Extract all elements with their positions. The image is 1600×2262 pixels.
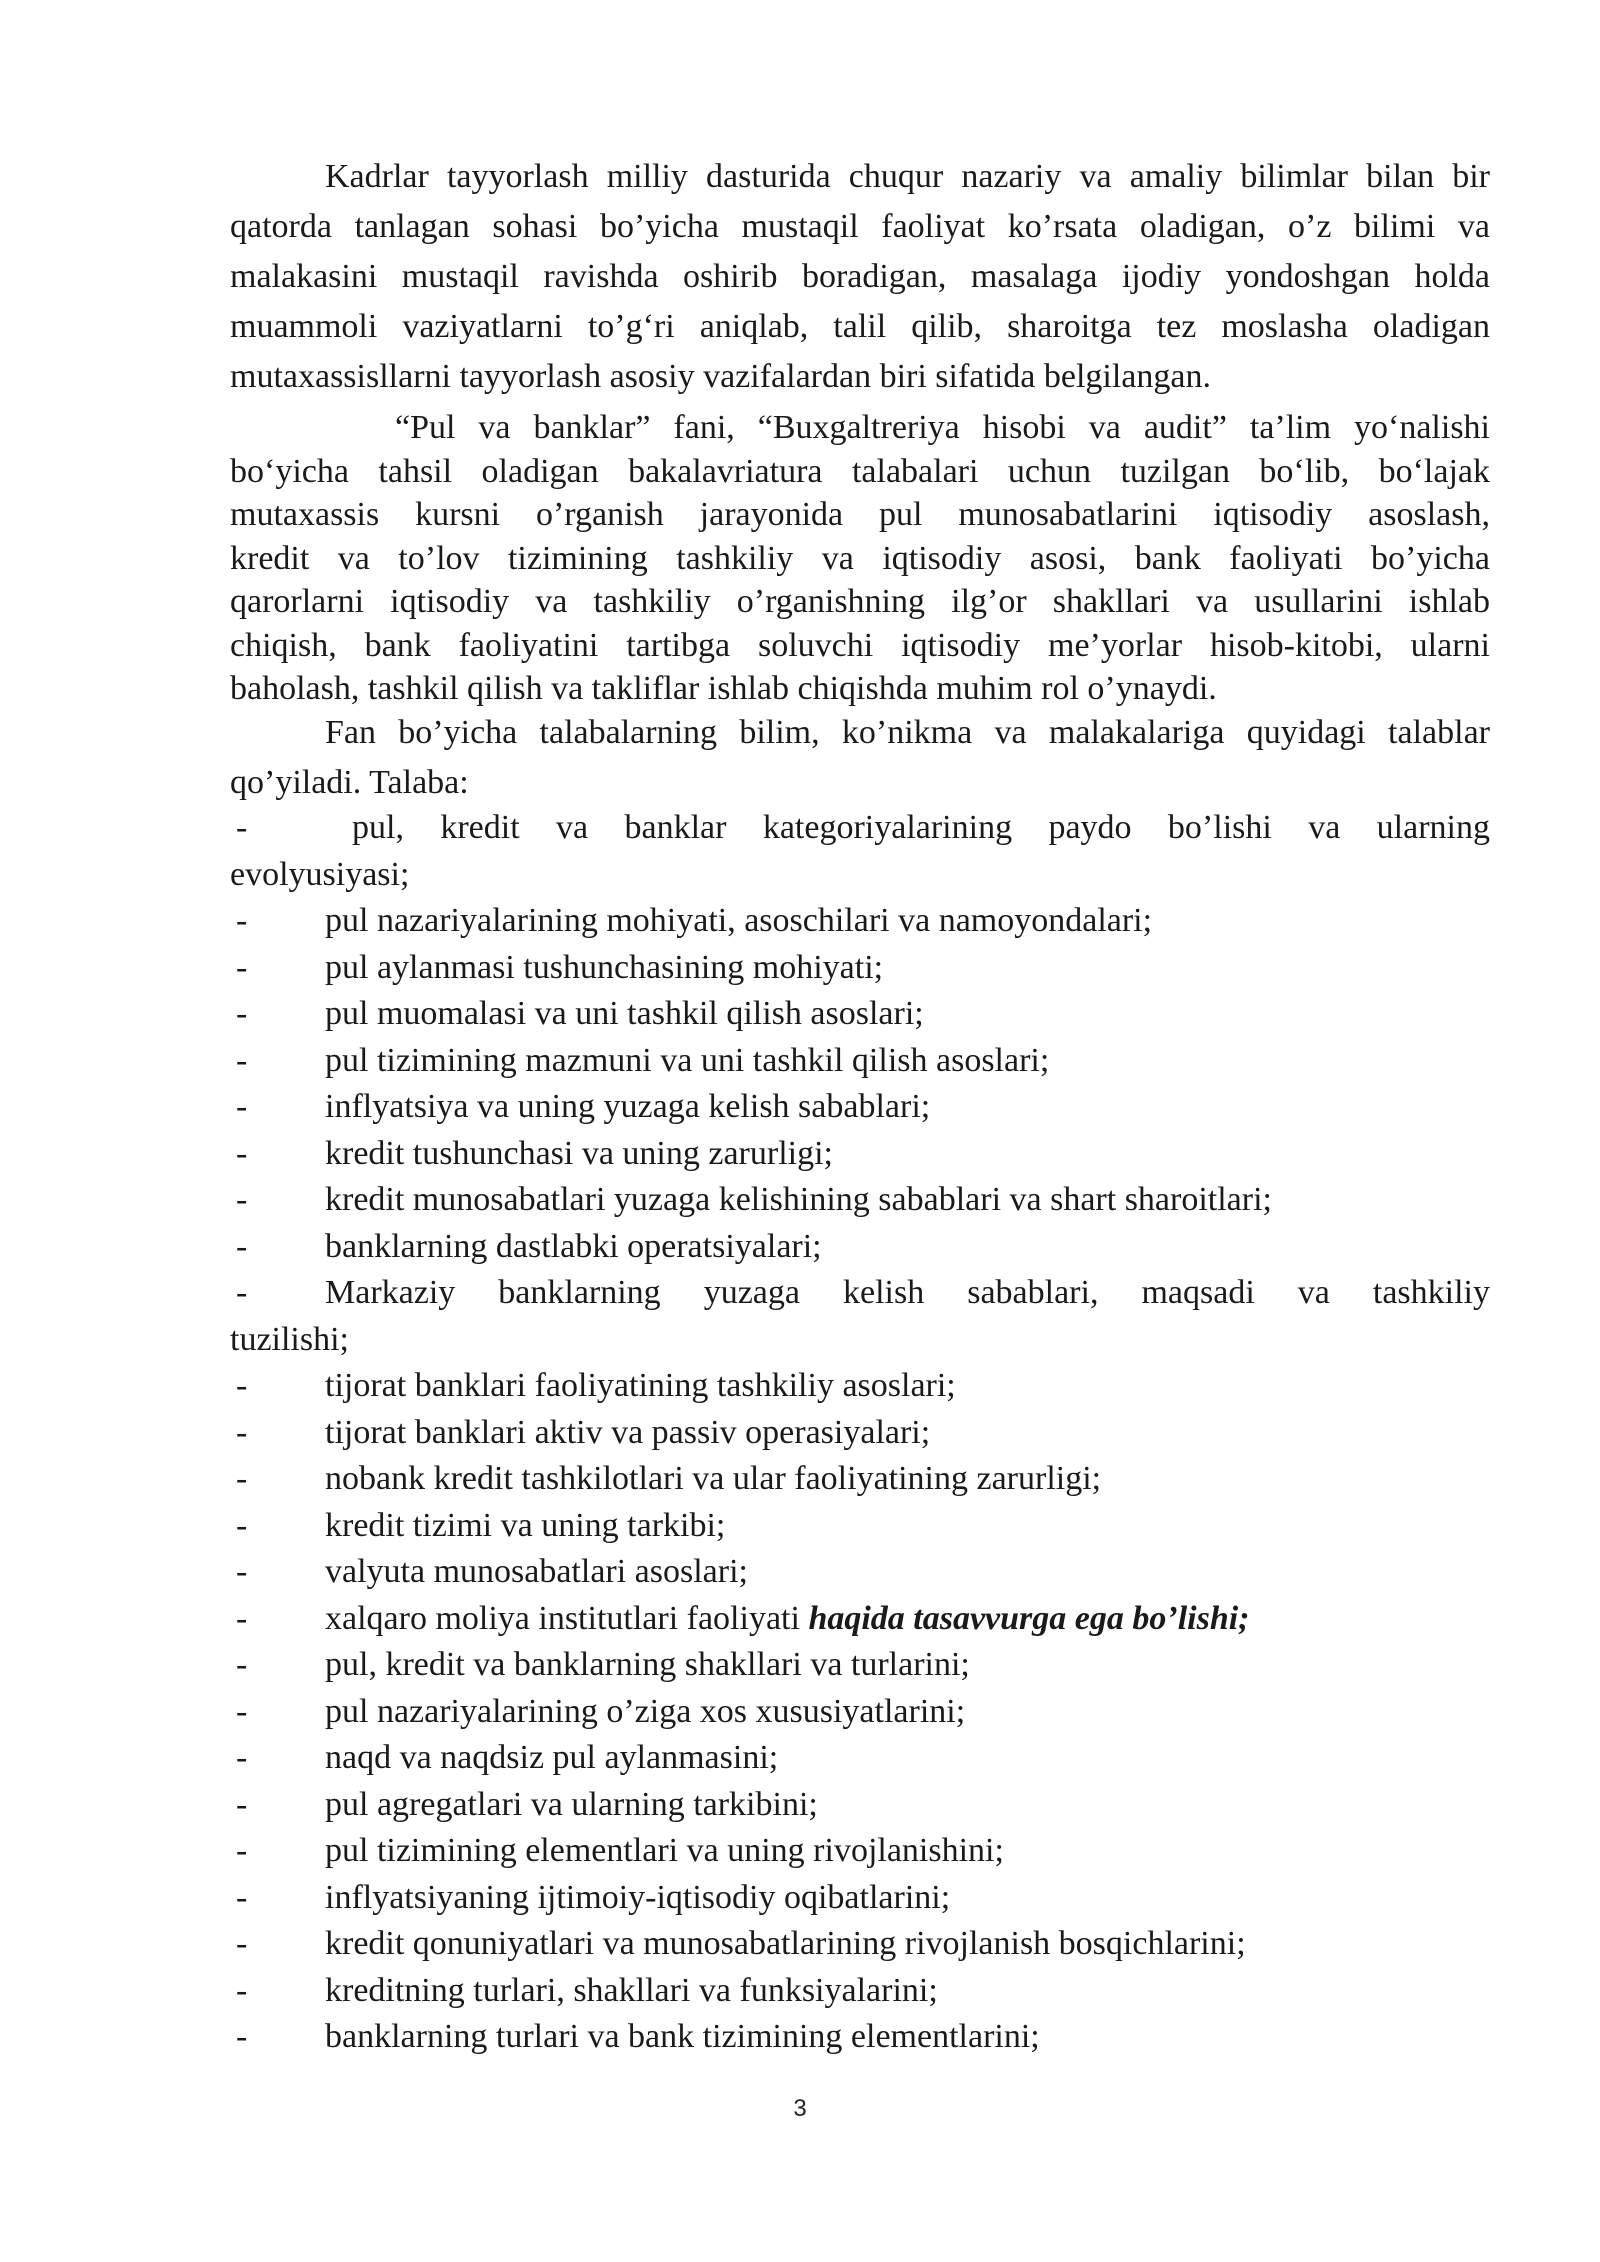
list-item-text: pul tizimining elementlari va uning rivojlanishini;	[325, 1832, 1004, 1869]
list-item-text: pul aylanmasi tushunchasining mohiyati;	[325, 948, 884, 986]
list-item-text: xalqaro moliya institutlari faoliyati	[325, 1599, 809, 1637]
list-bullet-dash: -	[236, 902, 248, 939]
paragraph-line: malakasini mustaqil ravishda oshirib boradigan, masalaga ijodiy yondoshgan holda	[230, 258, 1490, 295]
list-item	[230, 1642, 1490, 1689]
paragraph-line: qatorda tanlagan sohasi bo’yicha mustaqil faoliyat ko’rsata oladigan, o’z bilimi va	[230, 208, 1490, 245]
paragraph-3	[230, 708, 1490, 808]
list-bullet-dash: -	[236, 1785, 248, 1823]
list-item-text: pul tizimining mazmuni va uni tashkil qilish asoslari;	[325, 1041, 1050, 1079]
list-bullet-dash: -	[236, 1088, 248, 1125]
list-item	[230, 991, 1490, 1038]
list-bullet-dash: -	[236, 1878, 248, 1916]
list-bullet-dash: -	[236, 1599, 248, 1637]
list-item-text: inflyatsiya va uning yuzaga kelish sabablari;	[325, 1088, 931, 1125]
paragraph-line: Fan bo’yicha talabalarning bilim, ko’nikma va malakalariga quyidagi talablar	[325, 714, 1490, 751]
list-bullet-dash: -	[236, 1367, 248, 1404]
paragraph-line: mutaxassisllarni tayyorlash asosiy vazifalardan biri sifatida belgilangan.	[230, 358, 1211, 395]
list-item-text: naqd va naqdsiz pul aylanmasini;	[325, 1739, 779, 1776]
list-item	[230, 1782, 1490, 1829]
list-bullet-dash: -	[236, 1227, 248, 1265]
list-item-text: tijorat banklari faoliyatining tashkiliy asoslari;	[325, 1367, 956, 1404]
list-item	[230, 898, 1490, 945]
list-item	[230, 1875, 1490, 1922]
list-bullet-dash: -	[236, 1413, 248, 1451]
list-item	[230, 1224, 1490, 1271]
list-bullet-dash: -	[236, 1041, 248, 1079]
list-item-text: kredit tushunchasi va uning zarurligi;	[325, 1134, 833, 1172]
list-bullet-dash: -	[236, 1646, 248, 1683]
paragraph-line: qo’yiladi. Talaba:	[230, 764, 469, 801]
list-bullet-dash: -	[236, 1181, 248, 1218]
page-number: 3	[793, 2095, 807, 2122]
list-bullet-dash: -	[236, 1460, 248, 1497]
list-item	[230, 1038, 1490, 1085]
list-item	[230, 1503, 1490, 1550]
list-item-text: kreditning turlari, shakllari va funksiyalarini;	[325, 1971, 938, 2009]
list-bullet-dash: -	[236, 1274, 248, 1311]
list-item	[230, 1270, 1490, 1363]
list-bullet-dash: -	[236, 1971, 248, 2009]
list-item	[230, 1921, 1490, 1968]
list-item-text: tijorat banklari aktiv va passiv operasiyalari;	[325, 1413, 931, 1451]
list-item	[230, 1456, 1490, 1503]
list-bullet-dash: -	[236, 1832, 248, 1869]
list-item-text: nobank kredit tashkilotlari va ular faoliyatining zarurligi;	[325, 1460, 1102, 1497]
list-bullet-dash: -	[236, 948, 248, 986]
list-item	[230, 1735, 1490, 1782]
list-item-text: pul agregatlari va ularning tarkibini;	[325, 1785, 818, 1823]
list-item-text: valyuta munosabatlari asoslari;	[325, 1553, 748, 1590]
list-bullet-dash: -	[236, 995, 248, 1032]
list-item	[230, 1177, 1490, 1224]
list-item-text: inflyatsiyaning ijtimoiy-iqtisodiy oqibatlarini;	[325, 1878, 951, 1916]
list-bullet-dash: -	[236, 1134, 248, 1172]
list-item	[230, 1131, 1490, 1178]
list-bullet-dash: -	[236, 809, 248, 846]
paragraph-line: muammoli vaziyatlarni to’g‘ri aniqlab, talil qilib, sharoitga tez moslasha oladigan	[230, 308, 1490, 345]
paragraph-line: Kadrlar tayyorlash milliy dasturida chuqur nazariy va amaliy bilimlar bilan bir	[325, 158, 1490, 195]
list-item	[230, 1596, 1490, 1643]
paragraph-line: chiqish, bank faoliyatini tartibga soluvchi iqtisodiy me’yorlar hisob-kitobi, ularni	[230, 626, 1490, 664]
list-bullet-dash: -	[236, 1739, 248, 1776]
paragraph-line: bo‘yicha tahsil oladigan bakalavriatura talabalari uchun tuzilgan bo‘lib, bo‘lajak	[230, 452, 1490, 490]
list-item	[230, 1689, 1490, 1736]
list-item	[230, 1968, 1490, 2015]
list-item-text: kredit qonuniyatlari va munosabatlarining rivojlanish bosqichlarini;	[325, 1925, 1246, 1962]
list-item	[230, 1410, 1490, 1457]
list-bullet-dash: -	[236, 1925, 248, 1962]
paragraph-2	[230, 406, 1490, 711]
list-bullet-dash: -	[236, 1692, 248, 1730]
list-item-text: pul nazariyalarining o’ziga xos xususiyatlarini;	[325, 1692, 966, 1730]
requirements-list	[230, 805, 1490, 2061]
list-item-text: pul, kredit va banklarning shakllari va turlarini;	[325, 1646, 970, 1683]
list-item-text: kredit munosabatlari yuzaga kelishining sabablari va shart sharoitlari;	[325, 1181, 1272, 1218]
list-item-text: Markaziy banklarning yuzaga kelish sabablari, maqsadi va tashkiliy	[325, 1274, 1490, 1311]
list-item	[230, 945, 1490, 992]
list-item-emphasis: haqida tasavvurga ega bo’lishi;	[808, 1599, 1250, 1637]
list-bullet-dash: -	[236, 1506, 248, 1544]
list-item	[230, 2014, 1490, 2061]
list-item-text: pul nazariyalarining mohiyati, asoschilari va namoyondalari;	[325, 902, 1153, 939]
list-item	[230, 1363, 1490, 1410]
list-item-text: pul muomalasi va uni tashkil qilish asoslari;	[325, 995, 924, 1032]
list-item	[230, 1828, 1490, 1875]
list-item-text: kredit tizimi va uning tarkibi;	[325, 1506, 726, 1544]
list-bullet-dash: -	[236, 2018, 248, 2055]
list-item-text: banklarning turlari va bank tizimining elementlarini;	[325, 2018, 1040, 2055]
list-item-text: banklarning dastlabki operatsiyalari;	[325, 1227, 822, 1265]
list-item-text: pul, kredit va banklar kategoriyalarining paydo bo’lishi va ularning	[352, 809, 1490, 846]
list-item-text: tuzilishi;	[230, 1320, 349, 1358]
paragraph-1	[230, 152, 1490, 402]
list-item	[230, 805, 1490, 898]
list-item	[230, 1549, 1490, 1596]
paragraph-line: “Pul va banklar” fani, “Buxgaltreriya hisobi va audit” ta’lim yo‘nalishi	[395, 409, 1490, 446]
paragraph-line: kredit va to’lov tizimining tashkiliy va iqtisodiy asosi, bank faoliyati bo’yicha	[230, 539, 1490, 577]
paragraph-line: mutaxassis kursni o’rganish jarayonida pul munosabatlarini iqtisodiy asoslash,	[230, 496, 1490, 533]
list-item	[230, 1084, 1490, 1131]
list-bullet-dash: -	[236, 1553, 248, 1590]
list-item-text: evolyusiyasi;	[230, 855, 410, 893]
paragraph-line: baholash, tashkil qilish va takliflar ishlab chiqishda muhim rol o’ynaydi.	[230, 670, 1217, 707]
paragraph-line: qarorlarni iqtisodiy va tashkiliy o’rganishning ilg’or shakllari va usullarini ishlab	[230, 583, 1490, 620]
